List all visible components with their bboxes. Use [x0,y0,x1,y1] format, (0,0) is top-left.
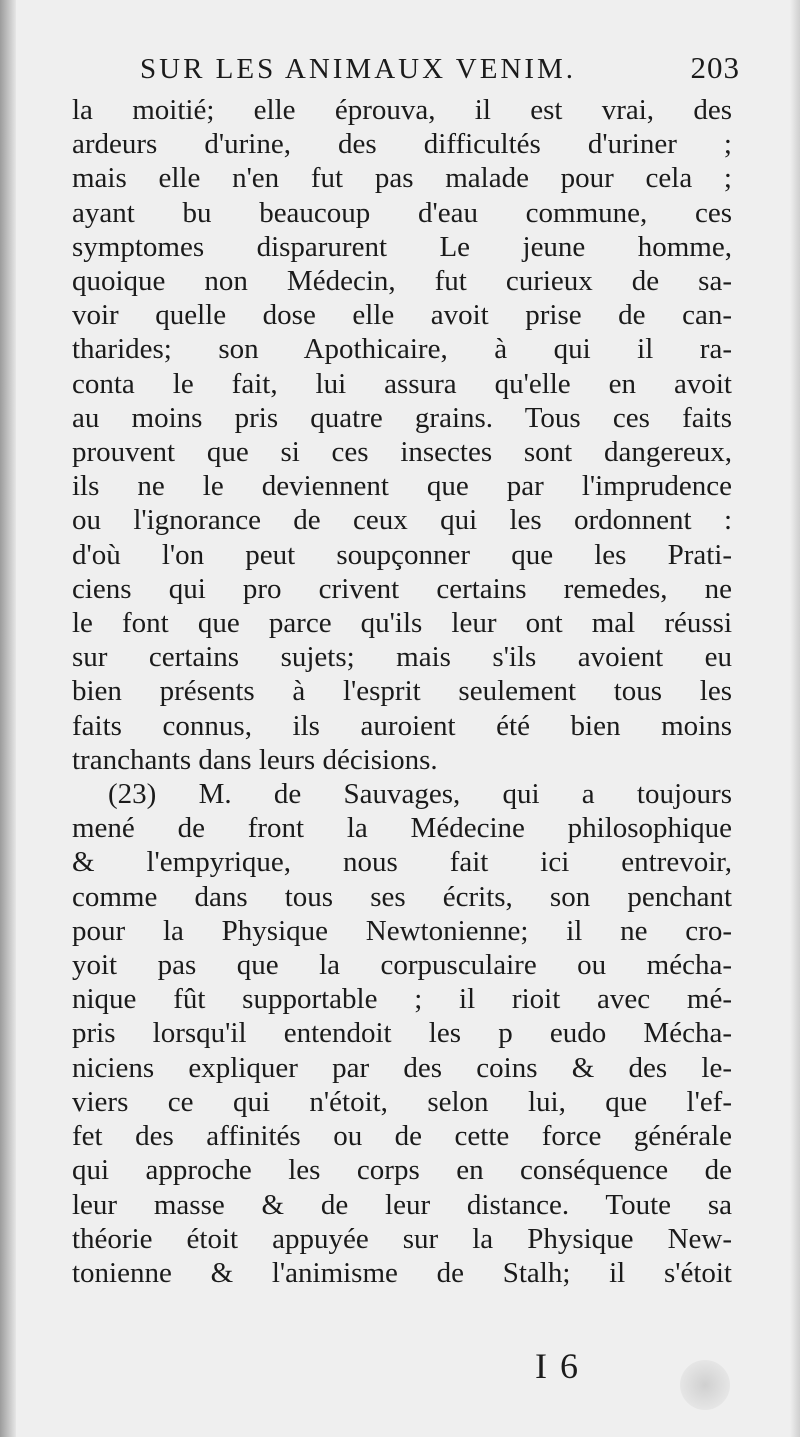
text-line: sur certains sujets; mais s'ils avoient eu [72,641,732,674]
text-line: ardeurs d'urine, des difficultés d'uriner ; [72,128,732,161]
text-line: ciens qui pro crivent certains remedes, ne [72,572,732,605]
text-line: prouvent que si ces insectes sont dangereux, [72,436,732,469]
body-text [72,93,732,1290]
page-number: 203 [690,50,740,85]
ink-smudge [680,1360,730,1410]
text-line: quoique non Médecin, fut curieux de sa- [72,265,732,298]
text-line: mais elle n'en fut pas malade pour cela ; [72,162,732,195]
text-line: symptomes disparurent Le jeune homme, [72,230,732,263]
signature-mark: I 6 [535,1346,580,1386]
text-line: au moins pris quatre grains. Tous ces faits [72,401,732,434]
text-line: d'où l'on peut soupçonner que les Prati- [72,538,732,571]
text-line: faits connus, ils auroient été bien moins [72,709,732,742]
text-line: (23) M. de Sauvages, qui a toujours [108,778,732,811]
text-line: voir quelle dose elle avoit prise de can- [72,299,732,332]
text-line: la moitié; elle éprouva, il est vrai, des [72,94,732,126]
running-head [140,50,740,86]
text-line: fet des affinités ou de cette force générale [72,1120,732,1153]
text-line: qui approche les corps en conséquence de [72,1154,732,1187]
text-line: tonienne & l'animisme de Stalh; il s'étoit [72,1256,732,1289]
running-title: SUR LES ANIMAUX VENIM. [140,53,577,85]
text-line: pour la Physique Newtonienne; il ne cro- [72,914,732,947]
text-line: niciens expliquer par des coins & des le- [72,1051,732,1084]
text-line: le font que parce qu'ils leur ont mal réussi [72,607,732,640]
text-line: ou l'ignorance de ceux qui les ordonnent : [72,504,732,537]
text-line: théorie étoit appuyée sur la Physique New- [72,1222,732,1255]
text-line: comme dans tous ses écrits, son penchant [72,880,732,913]
text-line: bien présents à l'esprit seulement tous les [72,675,732,708]
text-line: tranchants dans leurs décisions. [72,743,438,776]
text-line: mené de front la Médecine philosophique [72,812,732,845]
text-line: viers ce qui n'étoit, selon lui, que l'ef- [72,1085,732,1118]
text-line: ils ne le deviennent que par l'imprudence [72,470,732,503]
text-line: & l'empyrique, nous fait ici entrevoir, [72,846,732,879]
text-line: pris lorsqu'il entendoit les p eudo Mécha- [72,1017,732,1050]
text-line: conta le fait, lui assura qu'elle en avoit [72,367,732,400]
text-line: leur masse & de leur distance. Toute sa [72,1188,732,1221]
text-line: tharides; son Apothicaire, à qui il ra- [72,333,732,366]
text-line: nique fût supportable ; il rioit avec mé- [72,983,732,1016]
text-line: ayant bu beaucoup d'eau commune, ces [72,196,732,229]
text-line: yoit pas que la corpusculaire ou mécha- [72,949,732,982]
